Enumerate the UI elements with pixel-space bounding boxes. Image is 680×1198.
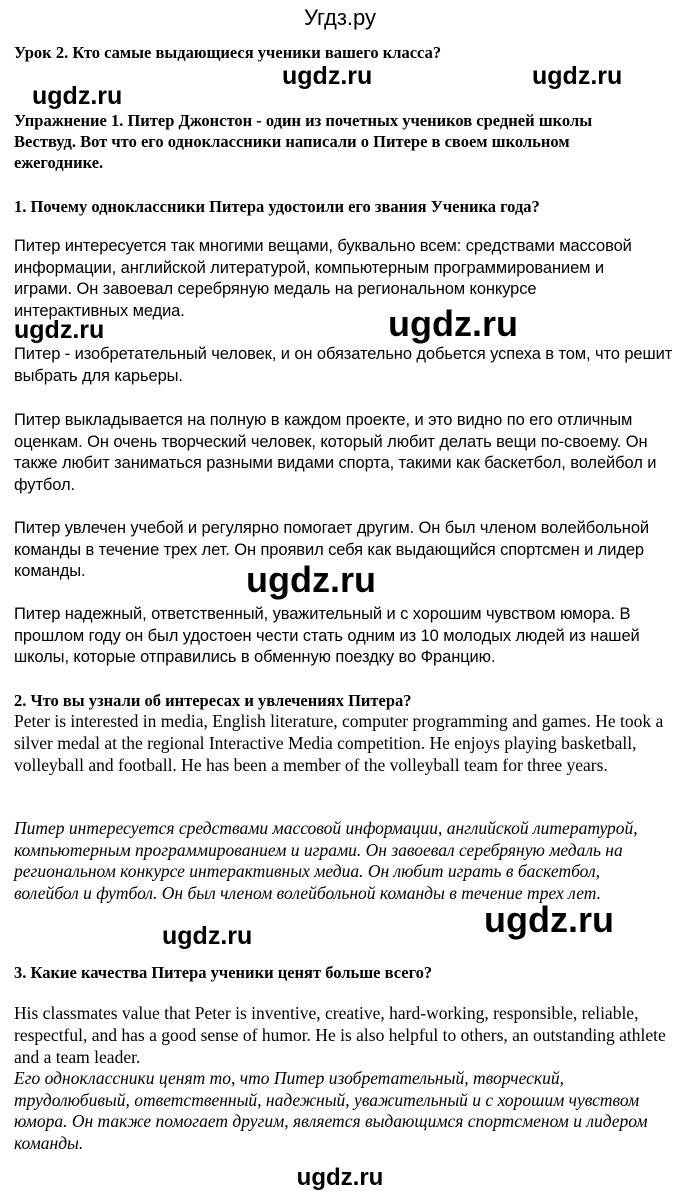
exercise-title: Упражнение 1. Питер Джонстон - один из почетных учеников средней школы Вествуд. Вот что его одноклассники написали о Питере в своем школьном ежегоднике. bbox=[14, 111, 593, 172]
watermark: ugdz.ru bbox=[162, 922, 253, 950]
answer-1-paragraph-1: Питер интересуется так многими вещами, буквально всем: средствами массовой информации, английской литературой, компьютерным программированием и играми. Он завоевал серебряную медаль на региональном конкурсе интерактивных медиа. bbox=[14, 237, 632, 320]
answer-3-english: His classmates value that Peter is inventive, creative, hard-working, responsible, reliable, respectful, and has a good sense of humor. He is also helpful to others, an outstanding athlete and a team leader. bbox=[14, 1003, 666, 1067]
answer-1-paragraph-4: Питер увлечен учебой и регулярно помогает другим. Он был членом волейбольной команды в течение трех лет. Он проявил себя как выдающийся спортсмен и лидер команды. bbox=[14, 519, 650, 580]
answer-1-paragraph-3: Питер выкладывается на полную в каждом проекте, и это видно по его отличным оценкам. Он очень творческий человек, который любит делать вещи по-своему. Он также любит заниматься разными видами спорта, такими как баскетбол, волейбол и футбол. bbox=[14, 411, 657, 494]
question-1: 1. Почему одноклассники Питера удостоили его звания Ученика года? bbox=[14, 197, 540, 216]
lesson-title: Урок 2. Кто самые выдающиеся ученики вашего класса? bbox=[14, 43, 442, 62]
watermark: ugdz.ru bbox=[296, 1164, 384, 1191]
watermark: ugdz.ru bbox=[484, 899, 614, 940]
watermark: ugdz.ru bbox=[282, 62, 373, 90]
answer-2-english: Peter is interested in media, English literature, computer programming and games. He took a silver medal at the regional Interactive Media competition. He enjoys playing basketball, volleyball and football. He has been a member of the volleyball team for three years. bbox=[14, 711, 664, 775]
answer-1-paragraph-5: Питер надежный, ответственный, уважительный и с хорошим чувством юмора. В прошлом году он был удостоен чести стать одним из 10 молодых людей из нашей школы, которые отправились в обменную поездку во Францию. bbox=[14, 605, 640, 666]
watermark: ugdz.ru bbox=[388, 303, 518, 344]
watermark: ugdz.ru bbox=[32, 82, 123, 110]
site-title: Угдз.ру bbox=[303, 5, 377, 30]
watermark: ugdz.ru bbox=[246, 559, 376, 600]
answer-3-russian: Его одноклассники ценят то, что Питер изобретательный, творческий, трудолюбивый, ответственный, надежный, уважительный и с хорошим чувством юмора. Он также помогает другим, является выдающимся спортсменом и лидером команды. bbox=[14, 1068, 648, 1153]
watermark: ugdz.ru bbox=[532, 62, 623, 90]
answer-1-paragraph-2: Питер - изобретательный человек, и он обязательно добьется успеха в том, что решит выбрать для карьеры. bbox=[14, 345, 673, 385]
question-3: 3. Какие качества Питера ученики ценят больше всего? bbox=[14, 963, 433, 982]
watermark: ugdz.ru bbox=[14, 316, 105, 344]
question-2: 2. Что вы узнали об интересах и увлечениях Питера? bbox=[14, 691, 412, 710]
answer-2-russian: Питер интересуется средствами массовой информации, английской литературой, компьютерным программированием и играми. Он завоевал серебряную медаль на региональном конкурсе интерактивных медиа. Он любит играть в баскетбол, волейбол и футбол. Он был членом волейбольной команды в течение трех лет. bbox=[14, 818, 638, 903]
